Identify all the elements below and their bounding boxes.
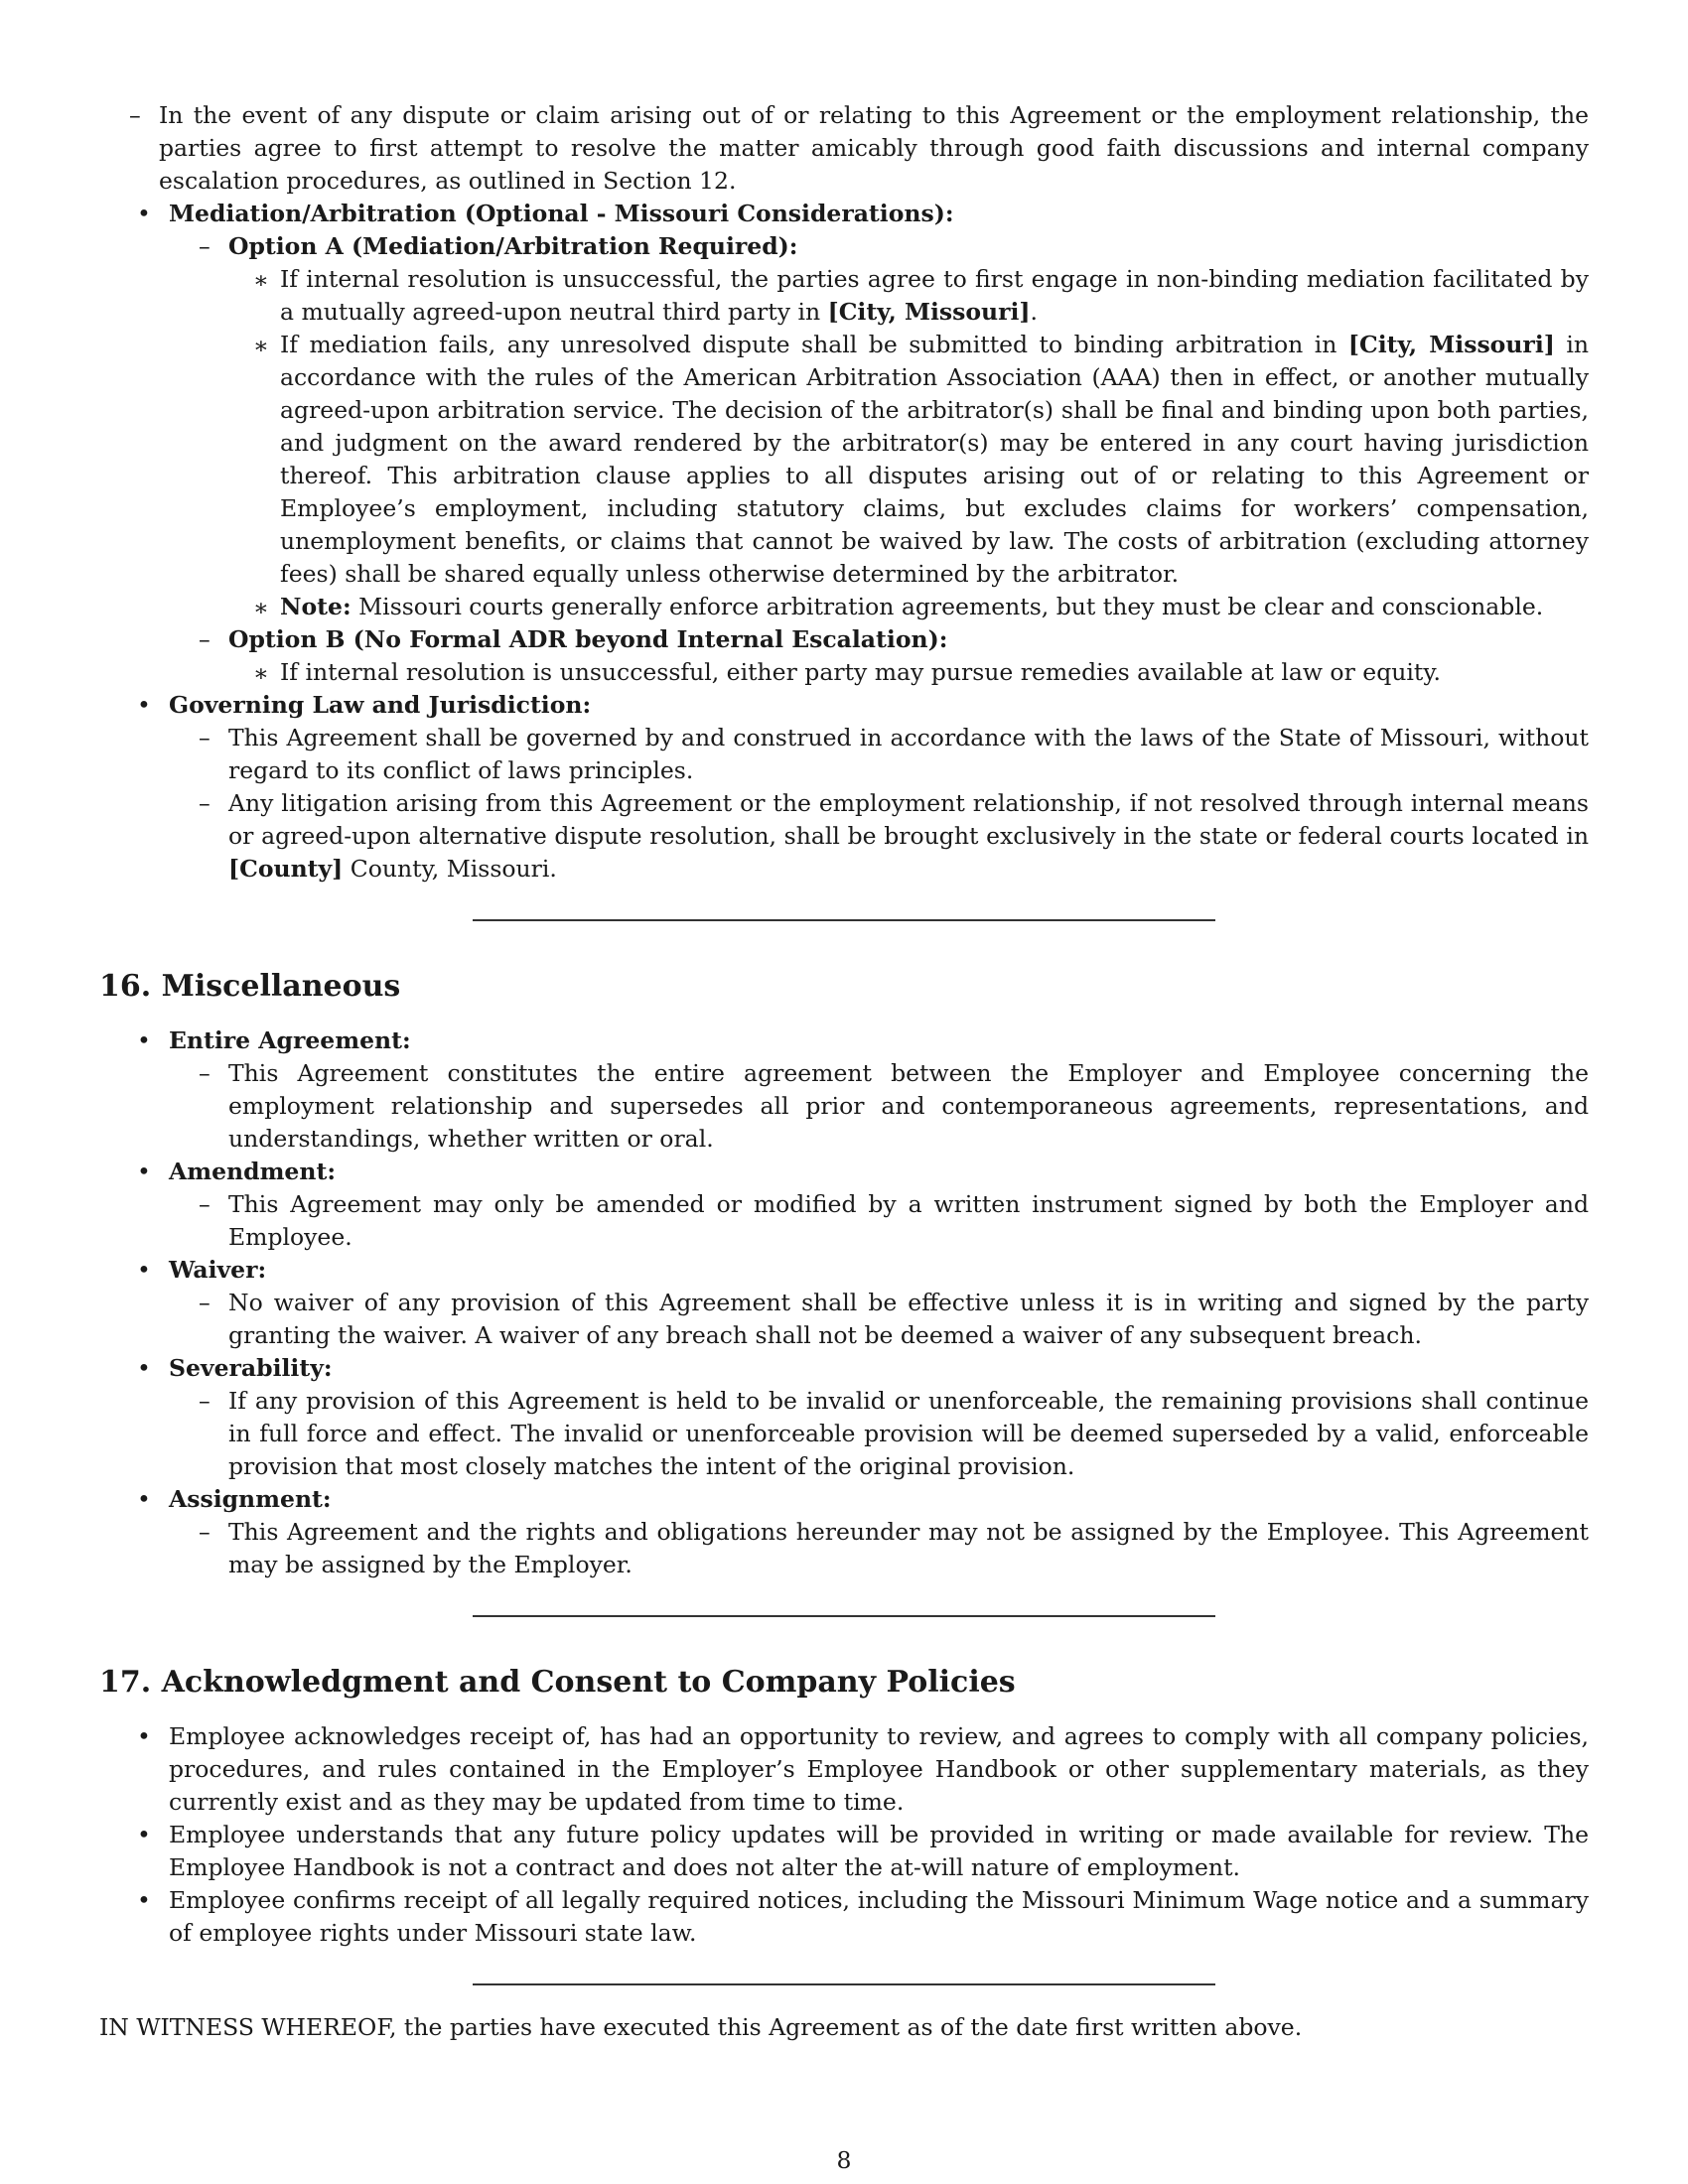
option-a-arbitration (228, 329, 1589, 591)
severability-text: – If any provision of this Agreement is held to be invalid or unenforceable, the remaining provisions shall continue in full force and effect. The invalid or unenforceable provision will be deemed superseded by a valid, enforceable provision that most closely matches the intent of the original provision. (169, 1385, 1589, 1483)
option-a-mediation-text: If internal resolution is unsuccessful, the parties agree to first engage in non-binding mediation facilitated by a mutually agreed-upon neutral third party in (280, 265, 1589, 326)
waiver-sublist (169, 1287, 1589, 1352)
document-page (99, 99, 1589, 2044)
assignment-text: – This Agreement and the rights and obligations hereunder may not be assigned by the Employee. This Agreement may be assigned by the Employer. (169, 1516, 1589, 1581)
policy-updates-item: • Employee understands that any future policy updates will be provided in writing or made available for review. The Employee Handbook is not a contract and does not alter the at-will nature of employment. (99, 1819, 1589, 1884)
jurisdiction-text-end: County, Missouri. (343, 855, 557, 883)
dispute-intro-list (99, 99, 1589, 198)
city-placeholder: [City, Missouri] (1347, 331, 1555, 358)
option-a-arbitration-text: If mediation fails, any unresolved dispute shall be submitted to binding arbitration in (280, 331, 1348, 358)
jurisdiction-text-main: Any litigation arising from this Agreement or the employment relationship, if not resolved through internal means or agreed-upon alternative dispute resolution, shall be brought exclusively in the state or federal courts located in (228, 789, 1589, 850)
amendment-sublist (169, 1188, 1589, 1254)
severability-sublist (169, 1385, 1589, 1483)
page-number: 8 (836, 2146, 852, 2174)
section-divider (473, 1983, 1215, 1985)
option-b-item (169, 623, 1589, 689)
entire-agreement-sublist (169, 1057, 1589, 1156)
note-text: Missouri courts generally enforce arbitration agreements, but they must be clear and conscionable. (351, 593, 1544, 620)
county-placeholder: [County] (228, 855, 344, 883)
witness-statement: IN WITNESS WHEREOF, the parties have executed this Agreement as of the date first written above. (99, 2013, 1303, 2041)
option-a-mediation-end: . (1030, 298, 1039, 326)
section-17-list (99, 1720, 1589, 1950)
severability-item (99, 1352, 1589, 1483)
option-a-item (169, 230, 1589, 623)
mediation-options-list (169, 230, 1589, 689)
assignment-heading: Assignment: (169, 1485, 332, 1513)
section-15-list (99, 198, 1589, 886)
option-a-note (228, 591, 1589, 623)
mediation-arbitration-item (99, 198, 1589, 689)
entire-agreement-heading: Entire Agreement: (169, 1026, 411, 1054)
section-divider (473, 919, 1215, 921)
governing-law-text: – This Agreement shall be governed by and construed in accordance with the laws of the State of Missouri, without regard to its conflict of laws principles. (169, 722, 1589, 787)
notices-item: • Employee confirms receipt of all legally required notices, including the Missouri Minimum Wage notice and a summary of employee rights under Missouri state law. (99, 1884, 1589, 1950)
governing-law-heading: Governing Law and Jurisdiction: (169, 691, 592, 719)
dispute-intro-text: In the event of any dispute or claim arising out of or relating to this Agreement or the employment relationship, the parties agree to first attempt to resolve the matter amicably through good faith discussions and internal company escalation procedures, as outlined in Section 12. (159, 101, 1589, 195)
amendment-item (99, 1156, 1589, 1254)
amendment-text: – This Agreement may only be amended or modified by a written instrument signed by both the Employer and Employee. (169, 1188, 1589, 1254)
jurisdiction-text (169, 787, 1589, 886)
section-divider (473, 1615, 1215, 1617)
section-16-title: 16. Miscellaneous (99, 969, 401, 1004)
option-a-mediation (228, 263, 1589, 329)
acknowledgment-item: • Employee acknowledges receipt of, has had an opportunity to review, and agrees to comply with all company policies, procedures, and rules contained in the Employer’s Employee Handbook or other supplementary materials, as they currently exist and as they may be updated from time to time. (99, 1720, 1589, 1819)
waiver-item (99, 1254, 1589, 1352)
section-17-title: 17. Acknowledgment and Consent to Company Policies (99, 1665, 1016, 1700)
entire-agreement-item (99, 1024, 1589, 1156)
entire-agreement-text: – This Agreement constitutes the entire agreement between the Employer and Employee concerning the employment relationship and supersedes all prior and contemporaneous agreements, representations, and understandings, whether written or oral. (169, 1057, 1589, 1156)
option-b-heading: Option B (No Formal ADR beyond Internal Escalation): (228, 625, 948, 653)
option-a-list (228, 263, 1589, 623)
severability-heading: Severability: (169, 1354, 333, 1382)
section-16-list (99, 1024, 1589, 1581)
option-b-list (228, 656, 1589, 689)
waiver-heading: Waiver: (169, 1256, 267, 1284)
governing-law-item (99, 689, 1589, 886)
option-b-text: ∗ If internal resolution is unsuccessful, either party may pursue remedies available at law or equity. (228, 656, 1589, 689)
note-label: Note: (280, 593, 352, 620)
option-a-heading: Option A (Mediation/Arbitration Required): (228, 232, 798, 260)
assignment-item (99, 1483, 1589, 1581)
dispute-intro-item (99, 99, 1589, 198)
waiver-text: – No waiver of any provision of this Agreement shall be effective unless it is in writing and signed by the party granting the waiver. A waiver of any breach shall not be deemed a waiver of any subsequent breach. (169, 1287, 1589, 1352)
option-a-arbitration-rest: in accordance with the rules of the American Arbitration Association (AAA) then in effect, or another mutually agreed-upon arbitration service. The decision of the arbitrator(s) shall be final and binding upon both parties, and judgment on the award rendered by the arbitrator(s) may be entered in any court having jurisdiction thereof. This arbitration clause applies to all disputes arising out of or relating to this Agreement or Employee’s employment, including statutory claims, but excludes claims for workers’ compensation, unemployment benefits, or claims that cannot be waived by law. The costs of arbitration (excluding attorney fees) shall be shared equally unless otherwise determined by the arbitrator. (280, 331, 1590, 588)
amendment-heading: Amendment: (169, 1158, 336, 1185)
assignment-sublist (169, 1516, 1589, 1581)
governing-law-list (169, 722, 1589, 886)
city-placeholder: [City, Missouri] (827, 298, 1031, 326)
mediation-heading: Mediation/Arbitration (Optional - Missouri Considerations): (169, 200, 954, 227)
